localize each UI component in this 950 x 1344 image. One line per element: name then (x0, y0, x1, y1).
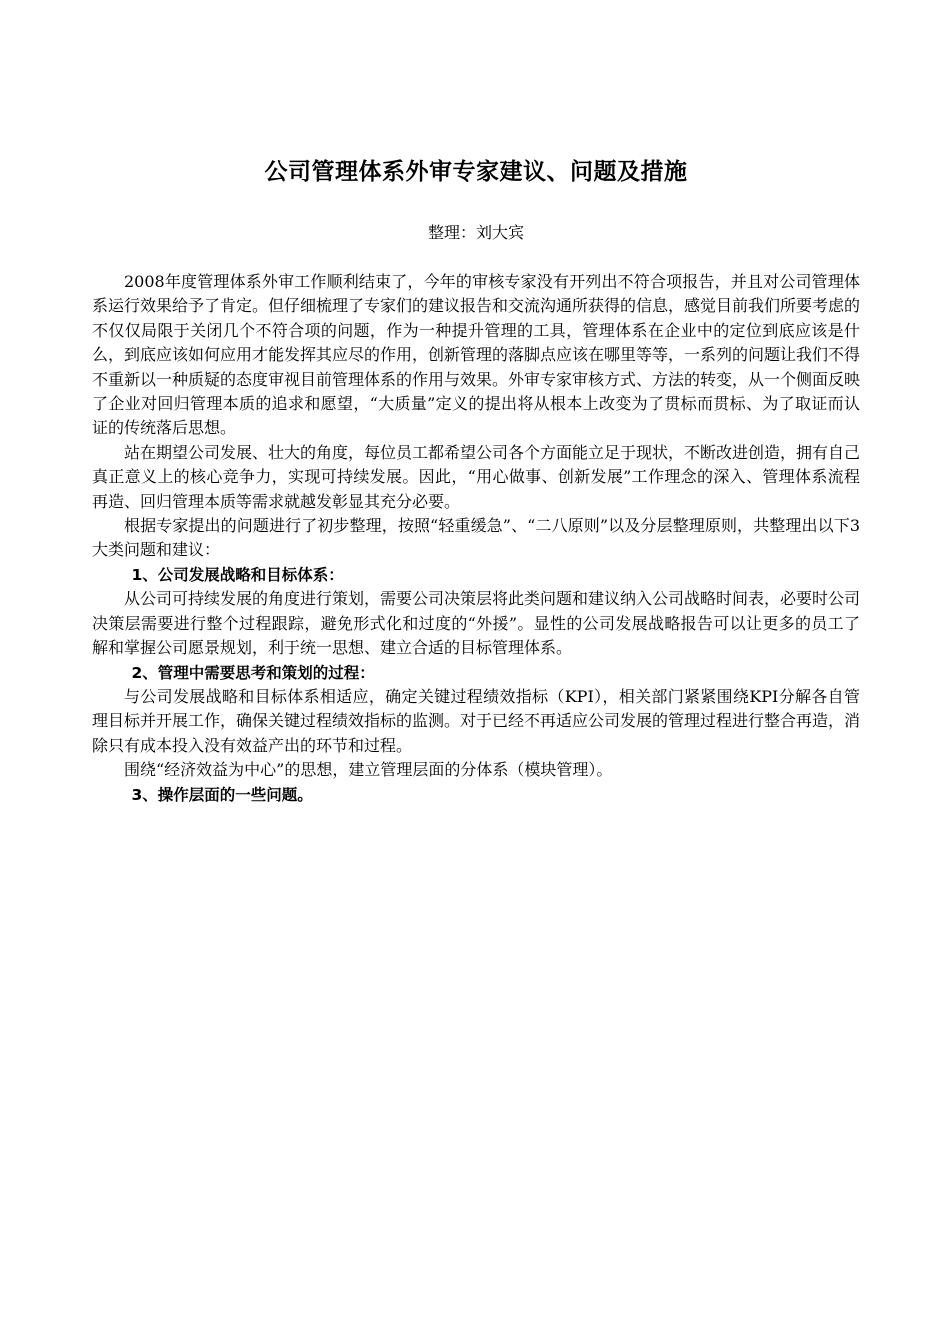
section-1-paragraph-1: 从公司可持续发展的角度进行策划，需要公司决策层将此类问题和建议纳入公司战略时间表，必要时公司决策层需要进行整个过程跟踪，避免形式化和过度的“外援”。显性的公司发展战略报告可以让更多的员工了解和掌握公司愿景规划，利于统一思想、建立合适的目标管理体系。 (92, 589, 861, 658)
intro-paragraph-2: 站在期望公司发展、壮大的角度，每位员工都希望公司各个方面能立足于现状，不断改进创造，拥有自己真正意义上的核心竞争力，实现可持续发展。因此，“用心做事、创新发展”工作理念的深入、管理体系流程再造、回归管理本质等需求就越发彰显其充分必要。 (92, 442, 861, 511)
document-title: 公司管理体系外审专家建议、问题及措施 (264, 159, 688, 185)
section-2-paragraph-2: 围绕“经济效益为中心”的思想，建立管理层面的分体系（模块管理）。 (124, 760, 613, 780)
section-3-heading: 3、操作层面的一些问题。 (131, 785, 313, 804)
intro-paragraph-1: 2008年度管理体系外审工作顺利结束了，今年的审核专家没有开列出不符合项报告，并且对公司管理体系运行效果给予了肯定。但仔细梳理了专家们的建议报告和交流沟通所获得的信息，感觉目前我们所要考虑的不仅仅局限于关闭几个不符合项的问题，作为一种提升管理的工具，管理体系在企业中的定位到底应该是什么，到底应该如何应用才能发挥其应尽的作用，创新管理的落脚点应该在哪里等等，一系列的问题让我们不得不重新以一种质疑的态度审视目前管理体系的作用与效果。外审专家审核方式、方法的转变，从一个侧面反映了企业对回归管理本质的追求和愿望，“大质量”定义的提出将从根本上改变为了贯标而贯标、为了取证而认证的传统落后思想。 (92, 272, 861, 438)
section-2-heading: 2、管理中需要思考和策划的过程： (131, 663, 375, 682)
document-page (92, 150, 860, 807)
section-2-paragraph-1: 与公司发展战略和目标体系相适应，确定关键过程绩效指标（KPI），相关部门紧紧围绕KPI分解各自管理目标并开展工作，确保关键过程绩效指标的监测。对于已经不再适应公司发展的管理过程进行整合再造，消除只有成本投入没有效益产出的环节和过程。 (92, 686, 861, 755)
author-line: 整理：刘大宾 (427, 223, 524, 242)
section-1-heading: 1、公司发展战略和目标体系： (131, 565, 344, 584)
intro-paragraph-3: 根据专家提出的问题进行了初步整理，按照“轻重缓急”、“二八原则”以及分层整理原则，共整理出以下3大类问题和建议： (92, 516, 860, 560)
